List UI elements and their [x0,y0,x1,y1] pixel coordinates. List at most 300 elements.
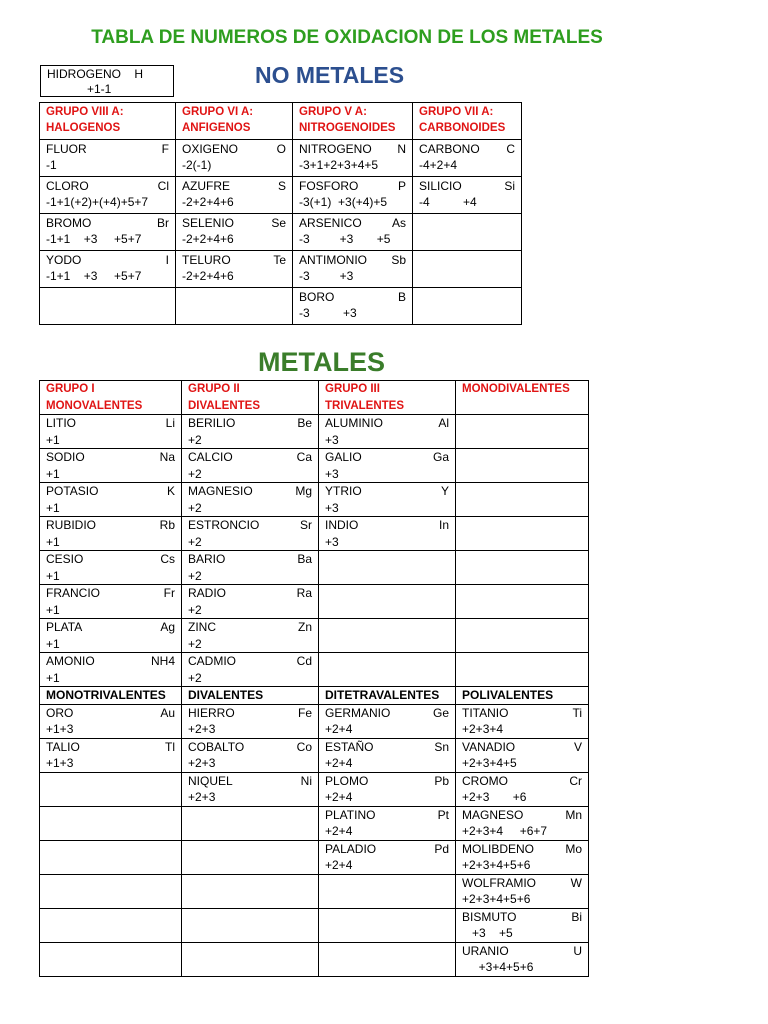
oxidation-states: -1+1 +3 +5+7 [46,232,142,246]
element-symbol: V [573,739,582,754]
element-name: ALUMINIO [325,416,384,430]
metales-table [39,380,589,977]
element-cell [319,449,456,483]
element-symbol: Ag [160,620,175,634]
element-name: GALIO [325,450,362,464]
oxidation-states: +3 [325,500,339,515]
oxidation-states: +1+3 [46,722,74,736]
element-line [46,619,175,636]
element-line [325,483,449,500]
empty-cell [319,551,456,585]
element-cell [182,772,319,806]
oxidation-states: +1 [46,500,60,515]
element-cell [456,738,589,772]
element-symbol: Br [157,216,169,230]
oxidation-states: +3 [325,432,339,447]
element-name: VANADIO [462,739,516,754]
table-row [40,908,589,942]
group-header-line1: GRUPO I [46,383,95,395]
element-name: BISMUTO [462,909,517,924]
element-symbol: Fe [297,705,312,720]
table-row [40,619,589,653]
empty-cell [319,942,456,976]
empty-cell [456,619,589,653]
element-symbol: Cd [296,654,312,668]
table-row [40,942,589,976]
empty-cell [176,288,293,325]
element-name: ARSENICO [299,216,362,230]
element-cell [176,177,293,214]
element-line [299,289,406,305]
element-name: ORO [46,705,74,720]
element-line [46,585,175,602]
element-cell [293,251,413,288]
oxidation-states: +2 [188,534,202,549]
element-symbol: Cr [569,773,582,788]
element-cell [182,483,319,517]
element-cell [456,772,589,806]
element-name: MAGNESO [462,807,524,822]
table-row [40,517,589,551]
table-row [40,214,522,251]
element-line [325,449,449,466]
element-name: BORO [299,290,335,304]
element-symbol: Pd [434,841,449,856]
oxidation-states: -3(+1) +3(+4)+5 [299,195,388,209]
element-symbol: K [166,484,175,498]
element-cell [413,177,522,214]
oxidation-states: +2+3+4+5+6 [462,892,531,906]
element-cell [293,288,413,325]
element-cell [40,738,182,772]
element-name: HIERRO [188,705,235,720]
oxidation-states: +2+4 [325,756,353,770]
empty-cell [319,585,456,619]
empty-cell [413,251,522,288]
element-symbol: O [276,142,286,156]
element-line [419,178,515,194]
group-header-line2: NITROGENOIDES [299,122,396,134]
element-line [46,517,175,534]
element-name: HIDROGENO [47,67,122,81]
element-cell [319,483,456,517]
element-symbol: Se [271,216,286,230]
oxidation-states: +2 [188,670,202,685]
element-line [46,141,169,157]
element-name: COBALTO [188,739,245,754]
element-symbol: Ga [432,450,449,464]
element-line [462,841,582,858]
element-line [46,653,175,670]
element-cell [182,653,319,687]
empty-cell [413,214,522,251]
element-symbol: Cl [157,179,169,193]
oxidation-states: -3 +3 [299,306,357,320]
oxidation-states: +2+3+4 [462,722,504,736]
element-cell [319,704,456,738]
oxidation-states: -2+2+4+6 [182,269,234,283]
element-name: INDIO [325,518,359,532]
group-subheader: DITETRAVALENTES [319,687,456,705]
element-name: TALIO [46,739,80,754]
element-line [46,415,175,432]
element-symbol: Sb [391,253,406,267]
element-line [188,517,312,534]
element-cell [456,942,589,976]
empty-cell [40,772,182,806]
oxidation-states: +2+3 [188,756,216,770]
element-line [46,449,175,466]
oxidation-states: +2 [188,466,202,481]
element-symbol: Ni [300,773,312,788]
element-name: BARIO [188,552,226,566]
table-row [40,177,522,214]
table-row [40,840,589,874]
oxidation-states: +2 [188,636,202,651]
hydrogen-oxidation: +1-1 [87,82,112,96]
oxidation-states: -1 [46,158,57,172]
oxidation-states: +2 [188,568,202,583]
empty-cell [319,908,456,942]
element-name: FOSFORO [299,179,359,193]
oxidation-states: +1 [46,432,60,447]
table-row [40,653,589,687]
oxidation-states: +2+4 [325,790,353,804]
element-name: FLUOR [46,142,87,156]
oxidation-states: -2+2+4+6 [182,195,234,209]
element-name: ZINC [188,620,216,634]
element-line [462,705,582,722]
group-header [293,103,413,140]
element-cell [40,251,176,288]
element-line [182,215,286,231]
element-symbol: C [506,142,515,156]
element-name: PALADIO [325,841,377,856]
element-name: CARBONO [419,142,480,156]
empty-cell [40,942,182,976]
element-symbol: Al [438,416,449,430]
group-header [182,381,319,415]
element-line [46,739,175,756]
element-line [46,551,175,568]
element-symbol: I [165,253,169,267]
element-name: SILICIO [419,179,462,193]
table-row [40,551,589,585]
oxidation-states: +1 [46,534,60,549]
element-line [462,739,582,756]
element-name: OXIGENO [182,142,239,156]
empty-cell [40,806,182,840]
empty-cell [456,483,589,517]
element-name: SODIO [46,450,85,464]
empty-cell [456,551,589,585]
element-cell [40,585,182,619]
element-line [325,841,449,858]
element-name: GERMANIO [325,705,391,720]
element-line [299,141,406,157]
element-cell [40,653,182,687]
element-line [462,773,582,790]
element-line [419,141,515,157]
group-header-line1: GRUPO III [325,383,380,395]
element-line [46,178,169,194]
element-line [46,705,175,722]
oxidation-states: +1 [46,568,60,583]
table-row [40,738,589,772]
oxidation-states: -2(-1) [182,158,212,172]
element-line [188,773,312,790]
element-line [462,943,582,960]
oxidation-states: +2 [188,500,202,515]
page-title: TABLA DE NUMEROS DE OXIDACION DE LOS METALES [91,27,603,48]
element-symbol: S [277,179,286,193]
element-cell [40,140,176,177]
element-name: PLATA [46,620,83,634]
element-cell [319,840,456,874]
oxidation-states: -4 +4 [419,195,477,209]
group-header-line2: ANFIGENOS [182,122,251,134]
element-name: YTRIO [325,484,362,498]
hydrogen-name [47,67,167,82]
table-row [40,874,589,908]
element-cell [176,140,293,177]
element-cell [293,214,413,251]
empty-cell [319,874,456,908]
oxidation-states: +3+4+5+6 [462,960,534,974]
no-metales-table [39,102,522,325]
metales-heading: METALES [258,347,385,377]
group-header [456,381,589,415]
element-cell [40,704,182,738]
oxidation-states: -3 +3 +5 [299,232,391,246]
element-name: TITANIO [462,705,509,720]
element-name: MOLIBDENO [462,841,535,856]
table-row [40,806,589,840]
group-header-line1: GRUPO VIII A: [46,106,124,118]
element-cell [293,140,413,177]
element-line [325,807,449,824]
element-symbol: Ti [572,705,582,720]
element-symbol: H [134,67,144,81]
element-name: BERILIO [188,416,236,430]
element-line [188,415,312,432]
group-header-line1: MONODIVALENTES [462,383,570,395]
element-line [462,875,582,892]
element-cell [182,517,319,551]
element-cell [319,517,456,551]
element-name: RADIO [188,586,227,600]
oxidation-states: +3 [325,466,339,481]
element-symbol: Mn [565,807,582,822]
empty-cell [456,653,589,687]
element-name: CROMO [462,773,508,788]
element-cell [182,704,319,738]
group-header-line1: GRUPO V A: [299,106,367,118]
element-name: WOLFRAMIO [462,875,536,890]
element-cell [456,874,589,908]
element-cell [182,449,319,483]
element-name: POTASIO [46,484,99,498]
group-header-line1: GRUPO VII A: [419,106,494,118]
element-name: CADMIO [188,654,236,668]
element-symbol: As [391,216,406,230]
group-header [319,381,456,415]
element-symbol: Co [296,739,312,754]
oxidation-states: +3 +5 [462,926,513,940]
element-cell [456,908,589,942]
element-line [325,773,449,790]
oxidation-states: +2 [188,432,202,447]
element-cell [182,415,319,449]
element-symbol: B [397,290,406,304]
element-line [325,415,449,432]
element-name: ANTIMONIO [299,253,367,267]
element-cell [319,415,456,449]
element-symbol: Au [160,705,175,720]
element-name: NITROGENO [299,142,372,156]
oxidation-states: +1 [46,466,60,481]
element-line [299,178,406,194]
element-symbol: In [438,518,449,532]
element-symbol: Ba [297,552,312,566]
empty-cell [182,942,319,976]
table-row [40,585,589,619]
element-symbol: Cs [160,552,175,566]
group-header-line2: HALOGENOS [46,122,121,134]
oxidation-states: +2 [188,602,202,617]
element-line [325,705,449,722]
element-line [46,483,175,500]
element-symbol: Be [297,416,312,430]
element-line [462,909,582,926]
element-cell [182,738,319,772]
element-symbol: Pb [434,773,449,788]
empty-cell [40,874,182,908]
empty-cell [182,874,319,908]
oxidation-states: +3 [325,534,339,549]
element-cell [293,177,413,214]
header-row [40,381,589,415]
oxidation-states: +2+3 [188,790,216,804]
element-name: LITIO [46,416,77,430]
element-name: CALCIO [188,450,233,464]
group-header-line1: GRUPO VI A: [182,106,254,118]
element-name: NIQUEL [188,773,233,788]
oxidation-states: -4+2+4 [419,158,458,172]
element-line [299,252,406,268]
group-header-line1: GRUPO II [188,383,240,395]
element-name: AMONIO [46,654,95,668]
element-cell [319,772,456,806]
element-name: FRANCIO [46,586,100,600]
element-symbol: Ca [296,450,312,464]
element-line [46,215,169,231]
empty-cell [319,653,456,687]
oxidation-states: +1+3 [46,756,74,770]
element-symbol: NH4 [150,654,175,668]
oxidation-states: -3 +3 [299,269,354,283]
element-name: CESIO [46,552,84,566]
oxidation-states: -1+1 +3 +5+7 [46,269,142,283]
subheader-row [40,687,589,705]
group-header-line2: DIVALENTES [188,399,260,412]
element-symbol: Tl [165,739,175,754]
oxidation-states: +1 [46,670,60,685]
element-line [188,705,312,722]
element-name: CLORO [46,179,89,193]
oxidation-states: +2+3+4+5+6 [462,858,531,872]
element-symbol: Mg [295,484,312,498]
group-subheader: MONOTRIVALENTES [40,687,182,705]
group-header [40,103,176,140]
element-symbol: Si [504,179,515,193]
element-cell [40,619,182,653]
element-cell [413,140,522,177]
oxidation-states: +1 [46,602,60,617]
oxidation-states: -3+1+2+3+4+5 [299,158,379,172]
oxidation-states: +2+4 [325,722,353,736]
empty-cell [182,908,319,942]
element-symbol: Te [273,253,286,267]
element-symbol: Pt [437,807,449,822]
element-symbol: Bi [571,909,582,924]
element-symbol: Sn [434,739,449,754]
hydrogen-box [40,65,174,97]
element-symbol: U [573,943,582,958]
element-line [182,141,286,157]
element-symbol: Ge [432,705,449,720]
oxidation-states: +2+4 [325,824,353,838]
group-header-line2: CARBONOIDES [419,122,506,134]
element-symbol: N [397,142,406,156]
element-name: YODO [46,253,82,267]
table-row [40,288,522,325]
element-symbol: W [570,875,582,890]
empty-cell [456,585,589,619]
element-cell [182,619,319,653]
element-name: PLOMO [325,773,369,788]
element-cell [40,415,182,449]
element-line [325,739,449,756]
empty-cell [40,908,182,942]
element-name: ESTAÑO [325,739,374,754]
empty-cell [413,288,522,325]
group-subheader: POLIVALENTES [456,687,589,705]
header-row [40,103,522,140]
element-line [462,807,582,824]
element-name: RUBIDIO [46,518,97,532]
element-line [299,215,406,231]
element-cell [182,585,319,619]
element-name: PLATINO [325,807,376,822]
empty-cell [456,415,589,449]
table-row [40,772,589,806]
element-name: URANIO [462,943,509,958]
element-symbol: Y [440,484,449,498]
oxidation-states: -1+1(+2)+(+4)+5+7 [46,195,149,209]
empty-cell [182,806,319,840]
element-symbol: P [397,179,406,193]
table-row [40,704,589,738]
empty-cell [40,840,182,874]
element-cell [40,177,176,214]
table-row [40,251,522,288]
oxidation-states: +1 [46,636,60,651]
element-cell [456,840,589,874]
element-symbol: Fr [163,586,175,600]
element-line [46,252,169,268]
element-cell [456,704,589,738]
